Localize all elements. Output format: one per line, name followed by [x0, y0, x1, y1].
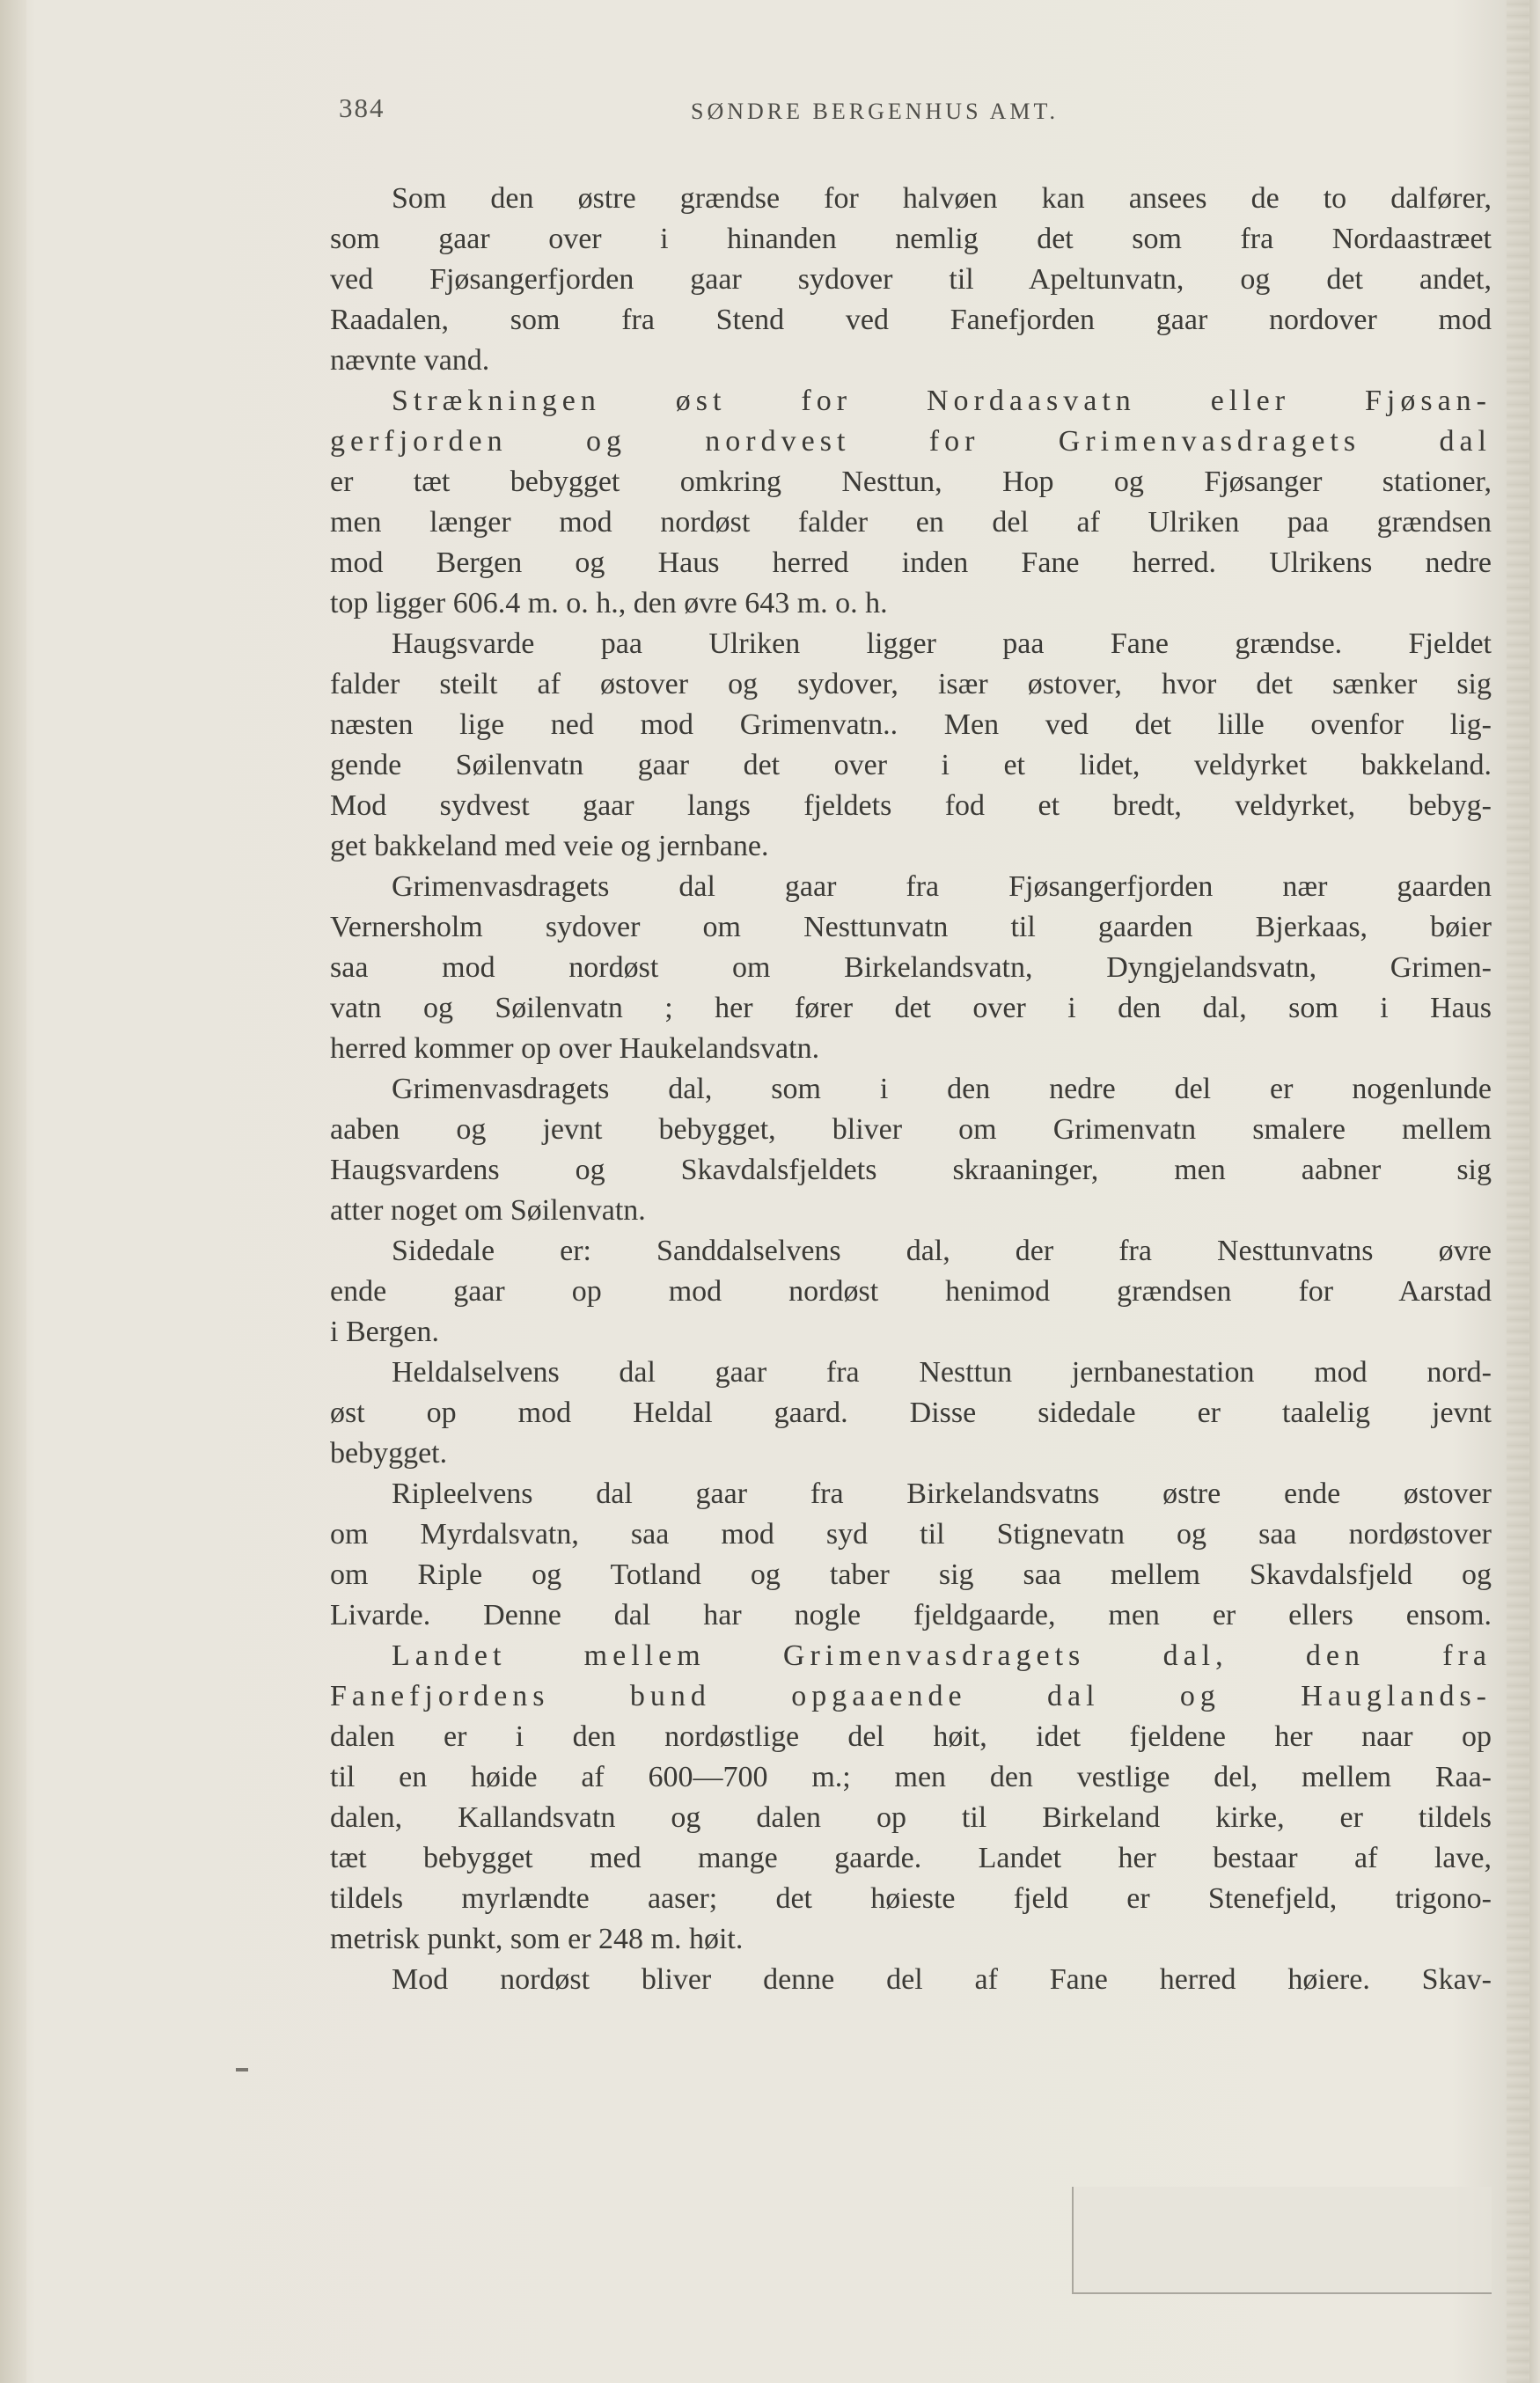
- text-line: er tæt bebygget omkring Nesttun, Hop og Fjøsanger stationer,: [330, 466, 1492, 498]
- text-line: Fanefjordens bund opgaaende dal og Hauglands-: [330, 1680, 1492, 1712]
- text-line: ende gaar op mod nordøst henimod grændsen for Aarstad: [330, 1275, 1492, 1308]
- text-line: men længer mod nordøst falder en del af Ulriken paa grændsen: [330, 506, 1492, 539]
- text-line: som gaar over i hinanden nemlig det som fra Nordaastræet: [330, 223, 1492, 255]
- text-line: Landet mellem Grimenvasdragets dal, den fra: [392, 1639, 1492, 1672]
- text-line: Ripleelvens dal gaar fra Birkelandsvatns østre ende østover: [392, 1477, 1492, 1510]
- page-number: 384: [339, 92, 385, 123]
- text-line: Grimenvasdragets dal gaar fra Fjøsangerfjorden nær gaarden: [392, 870, 1492, 903]
- text-line: top ligger 606.4 m. o. h., den øvre 643 m. o. h.: [330, 587, 888, 620]
- text-line: Raadalen, som fra Stend ved Fanefjorden gaar nordover mod: [330, 304, 1492, 336]
- text-line: ved Fjøsangerfjorden gaar sydover til Apeltunvatn, og det andet,: [330, 263, 1492, 296]
- text-line: dalen er i den nordøstlige del høit, idet fjeldene her naar op: [330, 1720, 1492, 1753]
- text-line: Haugsvarde paa Ulriken ligger paa Fane grændse. Fjeldet: [392, 627, 1492, 660]
- text-line: dalen, Kallandsvatn og dalen op til Birkeland kirke, er tildels: [330, 1801, 1492, 1834]
- text-line: gerfjorden og nordvest for Grimenvasdragets dal: [330, 425, 1492, 458]
- text-line: Haugsvardens og Skavdalsfjeldets skraaninger, men aabner sig: [330, 1154, 1492, 1186]
- text-line: om Myrdalsvatn, saa mod syd til Stignevatn og saa nordøstover: [330, 1518, 1492, 1551]
- text-line: herred kommer op over Haukelandsvatn.: [330, 1032, 820, 1065]
- page-stain: [1072, 2187, 1492, 2294]
- text-line: om Riple og Totland og taber sig saa mellem Skavdalsfjeld og: [330, 1558, 1492, 1591]
- text-line: Mod sydvest gaar langs fjeldets fod et bredt, veldyrket, bebyg-: [330, 789, 1492, 822]
- text-line: øst op mod Heldal gaard. Disse sidedale er taalelig jevnt: [330, 1397, 1492, 1429]
- text-line: Vernersholm sydover om Nesttunvatn til gaarden Bjerkaas, bøier: [330, 911, 1492, 943]
- text-line: gende Søilenvatn gaar det over i et lidet, veldyrket bakkeland.: [330, 749, 1492, 781]
- text-line: Grimenvasdragets dal, som i den nedre del er nogenlunde: [392, 1073, 1492, 1105]
- text-line: Sidedale er: Sanddalselvens dal, der fra Nesttunvatns øvre: [392, 1235, 1492, 1267]
- text-line: saa mod nordøst om Birkelandsvatn, Dyngjelandsvatn, Grimen-: [330, 951, 1492, 984]
- running-head: SØNDRE BERGENHUS AMT.: [691, 99, 1059, 124]
- text-line: get bakkeland med veie og jernbane.: [330, 830, 769, 862]
- text-line: atter noget om Søilenvatn.: [330, 1194, 646, 1227]
- page-edge: [1507, 0, 1529, 2383]
- text-line: aaben og jevnt bebygget, bliver om Grimenvatn smalere mellem: [330, 1113, 1492, 1146]
- text-line: nævnte vand.: [330, 344, 490, 377]
- text-line: i Bergen.: [330, 1316, 440, 1348]
- text-line: tæt bebygget med mange gaarde. Landet her bestaar af lave,: [330, 1842, 1492, 1874]
- text-line: til en høide af 600—700 m.; men den vestlige del, mellem Raa-: [330, 1761, 1492, 1793]
- text-line: tildels myrlændte aaser; det høieste fjeld er Stenefjeld, trigono-: [330, 1882, 1492, 1915]
- text-line: falder steilt af østover og sydover, især østover, hvor det sænker sig: [330, 668, 1492, 700]
- text-line: næsten lige ned mod Grimenvatn.. Men ved det lille ovenfor lig-: [330, 708, 1492, 741]
- text-line: metrisk punkt, som er 248 m. høit.: [330, 1923, 744, 1955]
- text-line: Som den østre grændse for halvøen kan ansees de to dalfører,: [392, 182, 1492, 215]
- page-spine-shadow: [0, 0, 26, 2383]
- text-line: vatn og Søilenvatn ; her fører det over i den dal, som i Haus: [330, 992, 1492, 1024]
- text-line: Heldalselvens dal gaar fra Nesttun jernbanestation mod nord-: [392, 1356, 1492, 1389]
- text-line: bebygget.: [330, 1437, 448, 1470]
- text-line: Livarde. Denne dal har nogle fjeldgaarde, men er ellers ensom.: [330, 1599, 1492, 1631]
- text-line: mod Bergen og Haus herred inden Fane herred. Ulrikens nedre: [330, 546, 1492, 579]
- margin-mark: [236, 2068, 248, 2071]
- text-line: Strækningen øst for Nordaasvatn eller Fjøsan-: [392, 385, 1492, 417]
- text-line: Mod nordøst bliver denne del af Fane herred høiere. Skav-: [392, 1963, 1492, 1996]
